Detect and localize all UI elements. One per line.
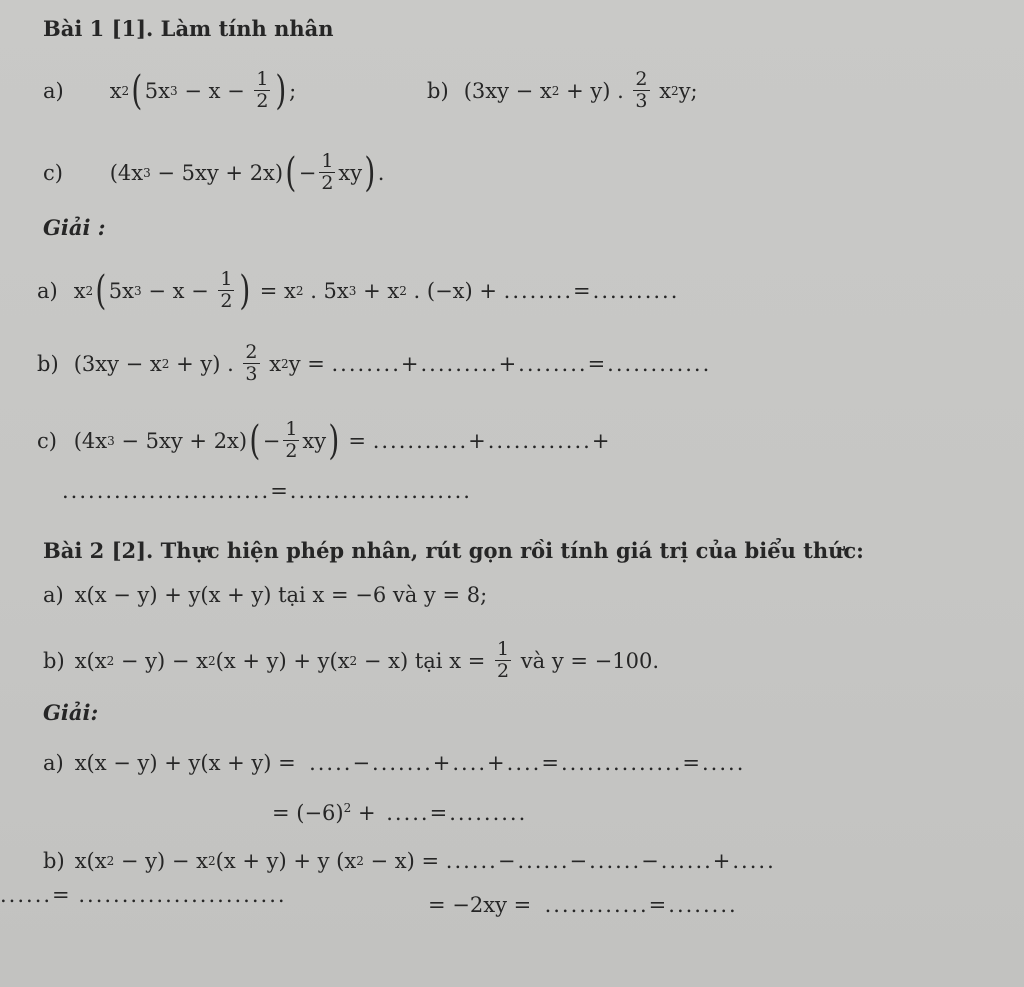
answer-blank[interactable]: .....−.......+....+....=..............=.....: [309, 751, 746, 775]
item-label: c): [43, 160, 63, 185]
fraction: [254, 70, 270, 111]
expression: (4x 3 − 5xy + 2x) ( − $\frac{1}{2}$ xy ) .: [109, 149, 385, 196]
solution-2b-line3: [428, 892, 738, 918]
expr-part: x: [262, 351, 282, 376]
expr-part: (3xy − x: [73, 351, 162, 376]
fraction: [319, 152, 335, 193]
expr-part: = −2xy =: [428, 893, 538, 917]
expr-part: xy: [302, 428, 327, 453]
expression: (3xy − x 2 + y) . $\frac{2}{3}$ x 2 y = ........+.........+........=............: [73, 341, 712, 385]
solution-2a: [43, 750, 745, 776]
denominator: 3: [245, 363, 258, 385]
expr-part: −: [298, 160, 317, 185]
paren-close: ): [275, 67, 287, 114]
paren-open: (: [285, 149, 297, 196]
denominator: 2: [220, 290, 233, 312]
expr-part: =: [341, 428, 373, 453]
denominator: 3: [635, 90, 648, 112]
solution-heading: Giải :: [43, 215, 106, 240]
item-label: b): [43, 849, 65, 873]
expression: (3xy − x 2 + y) . $\frac{2}{3}$ x 2 y;: [463, 68, 698, 112]
expr-part: − y) − x: [114, 849, 209, 873]
numerator: 2: [245, 341, 258, 363]
denominator: 2: [285, 440, 298, 462]
expr-part: (3xy − x: [463, 78, 552, 103]
item-label: a): [43, 78, 64, 103]
numerator: 1: [285, 418, 298, 440]
expr-part: − 5xy + 2x): [114, 428, 248, 453]
item-label: a): [37, 278, 58, 303]
item-label: b): [37, 351, 59, 376]
expr-part: + y) .: [559, 78, 631, 103]
exercise-1-title: Bài 1 [1]. Làm tính nhân: [43, 16, 334, 41]
expr-part: − x) =: [363, 849, 446, 873]
answer-blank[interactable]: ......=: [0, 883, 72, 907]
numerator: 1: [321, 150, 334, 172]
expr-part: x: [73, 278, 86, 303]
expr-part: xy: [338, 160, 363, 185]
expression: x(x 2 − y) − x 2 (x + y) + y (x 2 − x) = ......−......−......−......+.....: [74, 849, 776, 873]
expr-part: − x −: [141, 278, 216, 303]
expr-part: x: [109, 78, 122, 103]
paren-close: ): [328, 417, 340, 464]
solution-1c: [37, 417, 612, 464]
expr-part: (x + y) + y(x: [215, 648, 350, 673]
exercise-1a: [43, 67, 297, 114]
expr-part: y =: [288, 351, 332, 376]
expr-part: 5x: [108, 278, 134, 303]
exercise-1b: [427, 70, 698, 111]
expr-part: . 5x: [303, 278, 349, 303]
fraction: [243, 343, 259, 384]
solution-1b: [37, 343, 711, 384]
numerator: 1: [256, 68, 269, 90]
exercise-2a: [43, 582, 487, 608]
expr-part: − x −: [177, 78, 252, 103]
denominator: 2: [497, 660, 510, 682]
expr-part: 5x: [144, 78, 170, 103]
expr-part: ;: [289, 78, 297, 103]
solution-2b-line2: [0, 882, 287, 908]
expression: x 2 ( 5x 3 − x − $\frac{1}{2}$ ) ;: [109, 67, 297, 114]
numerator: 1: [497, 638, 510, 660]
exercise-1c: [43, 149, 385, 196]
expr-part: + y) .: [169, 351, 241, 376]
denominator: 2: [256, 90, 269, 112]
expr-part: x(x: [74, 648, 107, 673]
item-label: a): [43, 583, 64, 607]
solution-2-heading: Giải:: [43, 700, 99, 725]
expression: x(x − y) + y(x + y) tại x = −6 và y = 8;: [74, 583, 488, 607]
expr-part: .: [377, 160, 385, 185]
expr-part: . (−x) +: [406, 278, 504, 303]
answer-blank[interactable]: + .....=.........: [357, 801, 528, 825]
paren-open: (: [249, 417, 261, 464]
item-label: c): [37, 428, 57, 453]
exercise-2-title: Bài 2 [2]. Thực hiện phép nhân, rút gọn rồi tính giá trị của biểu thức:: [43, 538, 864, 563]
solution-1a: [37, 267, 680, 314]
answer-blank[interactable]: ........................: [78, 883, 287, 907]
answer-blank[interactable]: ........+.........+........=............: [331, 351, 712, 376]
answer-blank[interactable]: ........=..........: [503, 278, 680, 303]
answer-blank[interactable]: ......−......−......−......+.....: [445, 849, 776, 873]
solution-2a-line2: [272, 800, 527, 826]
numerator: 2: [635, 68, 648, 90]
paren-open: (: [131, 67, 143, 114]
expr-part: − y) − x: [114, 648, 209, 673]
expr-part: = (−6): [272, 801, 344, 825]
answer-blank-line[interactable]: ........................=.....................: [62, 479, 472, 503]
expr-part: (x + y) + y (x: [215, 849, 357, 873]
expr-part: x(x: [74, 849, 107, 873]
item-label: b): [427, 78, 449, 103]
expression: x(x 2 − y) − x 2 (x + y) + y(x 2 − x) tại x = $\frac{1}{2}$ và y = −100.: [74, 638, 659, 682]
expression: x 2 ( 5x 3 − x − $\frac{1}{2}$ ) = x 2 . 5x 3 + x 2 . (−x) + ........=..........: [73, 267, 680, 314]
expr-part: (4x: [73, 428, 108, 453]
expr-part: và y = −100.: [514, 648, 659, 673]
expression: (4x 3 − 5xy + 2x) ( − $\frac{1}{2}$ xy ) = ...........+............+: [73, 417, 612, 464]
expr-part: + x: [356, 278, 400, 303]
fraction: [218, 270, 234, 311]
answer-blank[interactable]: ...........+............+: [372, 428, 612, 453]
fraction: [633, 70, 649, 111]
answer-blank[interactable]: ............=........: [544, 893, 738, 917]
expr-part: −: [262, 428, 281, 453]
item-label: b): [43, 648, 65, 673]
expr-part: (4x: [109, 160, 144, 185]
paren-close: ): [239, 267, 251, 314]
expr-part: x: [652, 78, 672, 103]
exponent: 2: [343, 801, 352, 815]
solution-2b: [43, 848, 776, 874]
fraction: [283, 420, 299, 461]
expr-part: − 5xy + 2x): [150, 160, 284, 185]
numerator: 1: [220, 268, 233, 290]
expr-part: y;: [678, 78, 698, 103]
denominator: 2: [321, 172, 334, 194]
exercise-2b: [43, 640, 659, 681]
paren-open: (: [95, 267, 107, 314]
expression: x(x − y) + y(x + y) =: [74, 751, 303, 775]
paren-close: ): [364, 149, 376, 196]
fraction: [495, 640, 511, 681]
item-label: a): [43, 751, 64, 775]
expr-part: = x: [253, 278, 296, 303]
expr-part: − x) tại x =: [357, 648, 492, 673]
